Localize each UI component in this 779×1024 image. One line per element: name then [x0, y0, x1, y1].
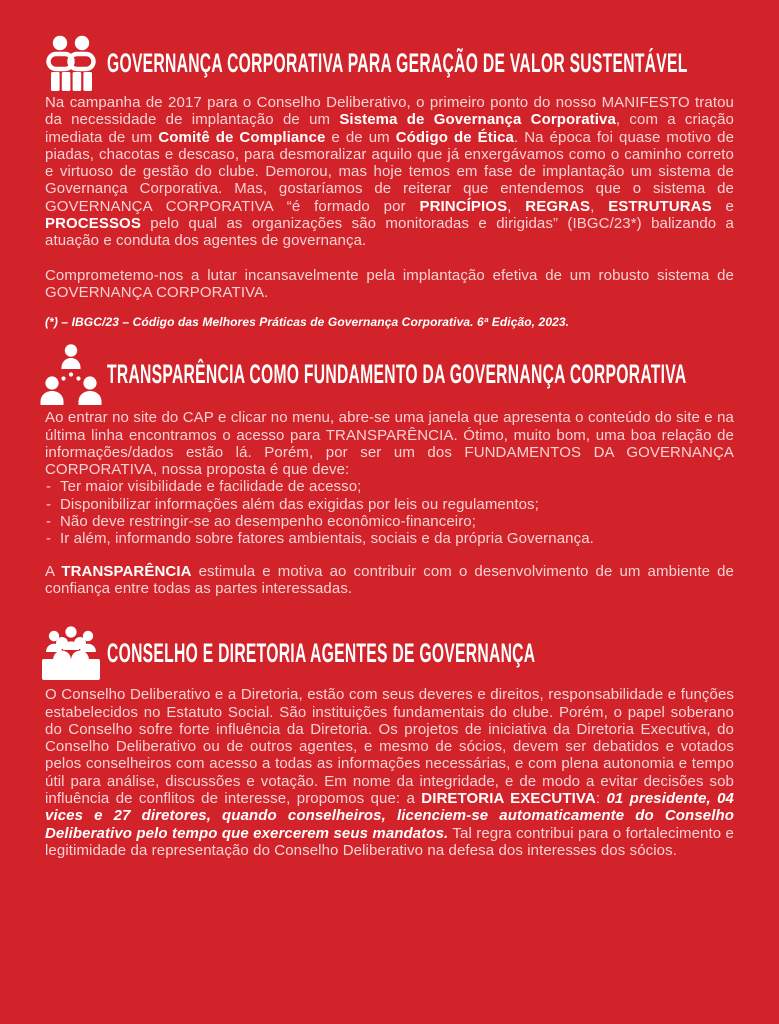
section-body — [45, 94, 734, 329]
text-segment: Sistema de Governança Corporativa — [339, 111, 616, 129]
text-segment: PRINCÍPIOS — [419, 197, 508, 215]
text-segment: e de um — [325, 128, 396, 146]
text-segment: PROCESSOS — [45, 215, 141, 233]
section-body — [45, 409, 734, 597]
section-transparencia — [45, 342, 734, 597]
paragraph — [45, 267, 734, 302]
text-segment: Comitê de Compliance — [158, 128, 326, 146]
text-segment: e — [711, 197, 734, 215]
text-segment: Na campanha de 2017 para o Conselho Deliberativo, o primeiro ponto do nosso MANIFESTO tratou da necessidade de implantação de um — [45, 94, 734, 129]
paragraph — [45, 563, 734, 598]
bullet-item: - Disponibilizar informações além das exigidas por leis ou regulamentos; — [45, 496, 734, 513]
paragraph — [45, 686, 734, 859]
text-segment: ESTRUTURAS — [608, 197, 712, 215]
section-title: CONSELHO E DIRETORIA AGENTES DE GOVERNANÇA — [107, 637, 536, 668]
section-header — [45, 35, 734, 91]
paragraph — [45, 409, 734, 478]
text-segment: estimula e motiva ao contribuir com o desenvolvimento de um ambiente de confiança entre todas as partes interessadas. — [45, 562, 734, 597]
text-segment: O Conselho Deliberativo e a Diretoria, estão com seus deveres e direitos, responsabilidade e funções estabelecidos no Estatuto Social. São instituições fundamentais do clube. Porém, o papel soberano do Conselho sofre forte influência da Diretoria. Os projetos de iniciativa da Diretoria Executiva, do Conselho Deliberativo ou de outros agentes, e mesmo de sócios, devem ser debatidos e votados pelos conselheiros com acesso a todas as informações necessárias, e com plena autonomia e tempo útil para análise, discussões e votação. Em nome da integridade, e de modo a evitar decisões sob influência de conflitos de interesse, propomos que: a — [45, 686, 734, 808]
bullet-item: - Ter maior visibilidade e facilidade de acesso; — [45, 478, 734, 495]
text-segment: 01 presidente, 04 vices e 27 diretores, quando conselheiros, licenciem-se automaticamente do Conselho Deliberativo pelo tempo que exercerem seus mandatos. — [45, 790, 734, 842]
text-segment: Tal regra contribui para o fortalecimento e legitimidade da representação do Conselho Deliberativo na defesa dos interesses dos sócios. — [45, 824, 734, 859]
section-body — [45, 686, 734, 859]
text-segment: : — [595, 790, 607, 808]
section-header — [45, 623, 734, 683]
paragraph — [45, 94, 734, 250]
text-segment: (*) – IBGC/23 – Código das Melhores Práticas de Governança Corporativa. 6ª Edição, 2023. — [45, 315, 570, 330]
bullet-item: - Ir além, informando sobre fatores ambientais, sociais e da própria Governança. — [45, 530, 734, 547]
text-segment: pelo qual as organizações são monitoradas e dirigidas” (IBGC/23*) balizando a atuação e conduta dos agentes de governança. — [45, 215, 734, 250]
text-segment: A — [45, 562, 62, 580]
board-meeting-icon — [39, 624, 103, 682]
section-governanca-corporativa — [45, 35, 734, 329]
text-segment: . Na época foi quase motivo de piadas, chacotas e descaso, para desmoralizar aquilo que já enxergávamos como o caminho correto e virtuoso de gestão do clube. Demorou, mas hoje temos em fase de implantação um sistema de Governança Corporativa. Mas, gostaríamos de reiterar que entendemos que o sistema de GOVERNANÇA CORPORATIVA “é formado por — [45, 128, 735, 215]
text-segment: Código de Ética — [395, 128, 514, 146]
text-segment: Ao entrar no site do CAP e clicar no menu, abre-se uma janela que apresenta o conteúdo do site e na última linha encontramos o acesso para TRANSPARÊNCIA. Ótimo, muito bom, uma boa relação de informações/dados estão lá. Porém, por ser um dos FUNDAMENTOS DA GOVERNANÇA CORPORATIVA, nossa proposta é que deve: — [45, 409, 734, 479]
people-chain-icon — [39, 35, 103, 91]
bullet-item: - Não deve restringir-se ao desempenho econômico-financeiro; — [45, 513, 734, 530]
section-header — [45, 342, 734, 406]
section-title: TRANSPARÊNCIA COMO FUNDAMENTO DA GOVERNANÇA CORPORATIVA — [107, 358, 687, 389]
text-segment: REGRAS — [525, 197, 591, 215]
text-segment: , — [590, 197, 609, 215]
text-segment: Comprometemo-nos a lutar incansavelmente pela implantação efetiva de um robusto sistema de GOVERNANÇA CORPORATIVA. — [45, 266, 734, 301]
bullet-list — [45, 478, 734, 547]
text-segment: , com a criação imediata de um — [45, 111, 734, 146]
section-title: GOVERNANÇA CORPORATIVA PARA GERAÇÃO DE VALOR SUSTENTÁVEL — [107, 47, 688, 78]
text-segment: TRANSPARÊNCIA — [61, 562, 192, 580]
section-conselho-diretoria — [45, 623, 734, 859]
footnote — [45, 315, 734, 329]
text-segment: DIRETORIA EXECUTIVA — [421, 790, 596, 808]
org-hierarchy-icon — [39, 343, 103, 405]
text-segment: , — [507, 197, 526, 215]
